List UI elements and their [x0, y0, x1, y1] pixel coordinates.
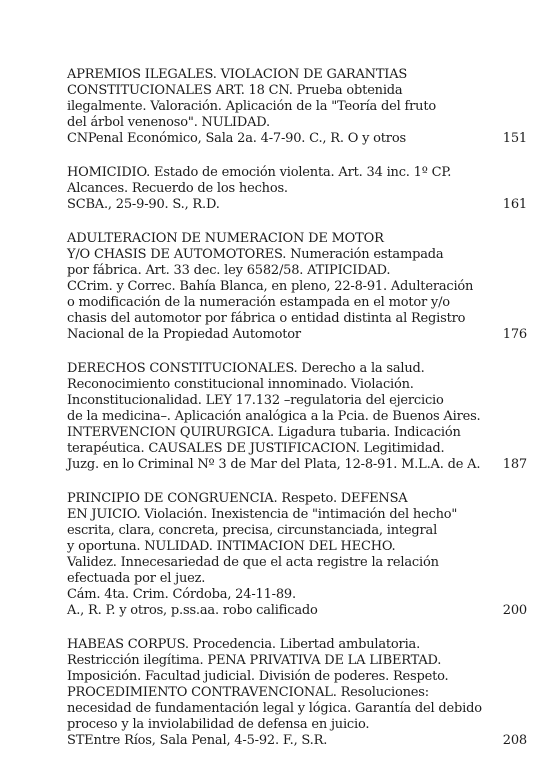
entry-reference	[67, 603, 527, 619]
index-entry	[67, 231, 527, 343]
index-page	[67, 67, 527, 767]
entry-text-line: APREMIOS ILEGALES. VIOLACION DE GARANTIAS	[67, 67, 408, 82]
entry-text-line: PRINCIPIO DE CONGRUENCIA. Respeto. DEFENSA	[67, 491, 408, 506]
reference-text: Juzg. en lo Criminal Nº 3 de Mar del Plata, 12-8-91. M.L.A. de A.	[67, 457, 481, 472]
entry-text-line: Cám. 4ta. Crim. Córdoba, 24-11-89.	[67, 587, 296, 602]
entry-text-line: Restricción ilegítima. PENA PRIVATIVA DE LA LIBERTAD.	[67, 653, 442, 668]
page-number: 200	[502, 603, 527, 618]
entry-text-line: ADULTERACION DE NUMERACION DE MOTOR	[67, 231, 384, 246]
entry-text-line: Imposición. Facultad judicial. División de poderes. Respeto.	[67, 669, 449, 684]
entry-text-line: HABEAS CORPUS. Procedencia. Libertad ambulatoria.	[67, 637, 421, 652]
entry-text-line: Y/O CHASIS DE AUTOMOTORES. Numeración estampada	[67, 247, 444, 262]
entry-text-line: chasis del automotor por fábrica o entidad distinta al Registro	[67, 311, 466, 326]
entry-text-line: de la medicina–. Aplicación analógica a la Pcia. de Buenos Aires.	[67, 409, 481, 424]
entry-reference	[67, 733, 527, 749]
entry-text-line: INTERVENCION QUIRURGICA. Ligadura tubaria. Indicación	[67, 425, 461, 440]
reference-text: Nacional de la Propiedad Automotor	[67, 327, 301, 342]
entry-text-line: Reconocimiento constitucional innominado. Violación.	[67, 377, 414, 392]
entry-text-line: DERECHOS CONSTITUCIONALES. Derecho a la salud.	[67, 361, 425, 376]
index-entry	[67, 491, 527, 619]
entry-text-line: escrita, clara, concreta, precisa, circunstanciada, integral	[67, 523, 438, 538]
index-entry	[67, 361, 527, 473]
entry-text-line: terapéutica. CAUSALES DE JUSTIFICACION. Legitimidad.	[67, 441, 445, 456]
entry-text-line: PROCEDIMIENTO CONTRAVENCIONAL. Resoluciones:	[67, 685, 429, 700]
reference-text: STEntre Ríos, Sala Penal, 4-5-92. F., S.R.	[67, 733, 328, 748]
entry-reference	[67, 457, 527, 473]
page-number: 176	[502, 327, 527, 342]
entry-text-line: por fábrica. Art. 33 dec. ley 6582/58. ATIPICIDAD.	[67, 263, 391, 278]
entry-text-line: y oportuna. NULIDAD. INTIMACION DEL HECHO.	[67, 539, 396, 554]
entry-text-line: HOMICIDIO. Estado de emoción violenta. Art. 34 inc. 1º CP.	[67, 165, 452, 180]
entry-text-line: CONSTITUCIONALES ART. 18 CN. Prueba obtenida	[67, 83, 403, 98]
page-number: 187	[502, 457, 527, 472]
entry-reference	[67, 131, 527, 147]
reference-text: A., R. P. y otros, p.ss.aa. robo calificado	[67, 603, 318, 618]
entry-text-line: Alcances. Recuerdo de los hechos.	[67, 181, 288, 196]
reference-text: SCBA., 25-9-90. S., R.D.	[67, 197, 220, 212]
index-entry	[67, 165, 527, 213]
entry-text-line: EN JUICIO. Violación. Inexistencia de "intimación del hecho"	[67, 507, 458, 522]
entry-text-line: Inconstitucionalidad. LEY 17.132 –regulatoria del ejercicio	[67, 393, 444, 408]
entry-text-line: del árbol venenoso". NULIDAD.	[67, 115, 270, 130]
entry-reference	[67, 327, 527, 343]
page-number: 151	[502, 131, 527, 146]
index-entry	[67, 637, 527, 749]
page-number: 208	[502, 733, 527, 748]
entry-text-line: o modificación de la numeración estampada en el motor y/o	[67, 295, 450, 310]
reference-text: CNPenal Económico, Sala 2a. 4-7-90. C., R. O y otros	[67, 131, 406, 146]
entry-text-line: proceso y la inviolabilidad de defensa en juicio.	[67, 717, 370, 732]
entry-text-line: necesidad de fundamentación legal y lógica. Garantía del debido	[67, 701, 482, 716]
page-number: 161	[502, 197, 527, 212]
entry-text-line: CCrim. y Correc. Bahía Blanca, en pleno, 22-8-91. Adulteración	[67, 279, 474, 294]
entry-text-line: Validez. Innecesariedad de que el acta registre la relación	[67, 555, 439, 570]
entry-text-line: ilegalmente. Valoración. Aplicación de la "Teoría del fruto	[67, 99, 436, 114]
entry-text-line: efectuada por el juez.	[67, 571, 206, 586]
index-entry	[67, 67, 527, 147]
entry-reference	[67, 197, 527, 213]
